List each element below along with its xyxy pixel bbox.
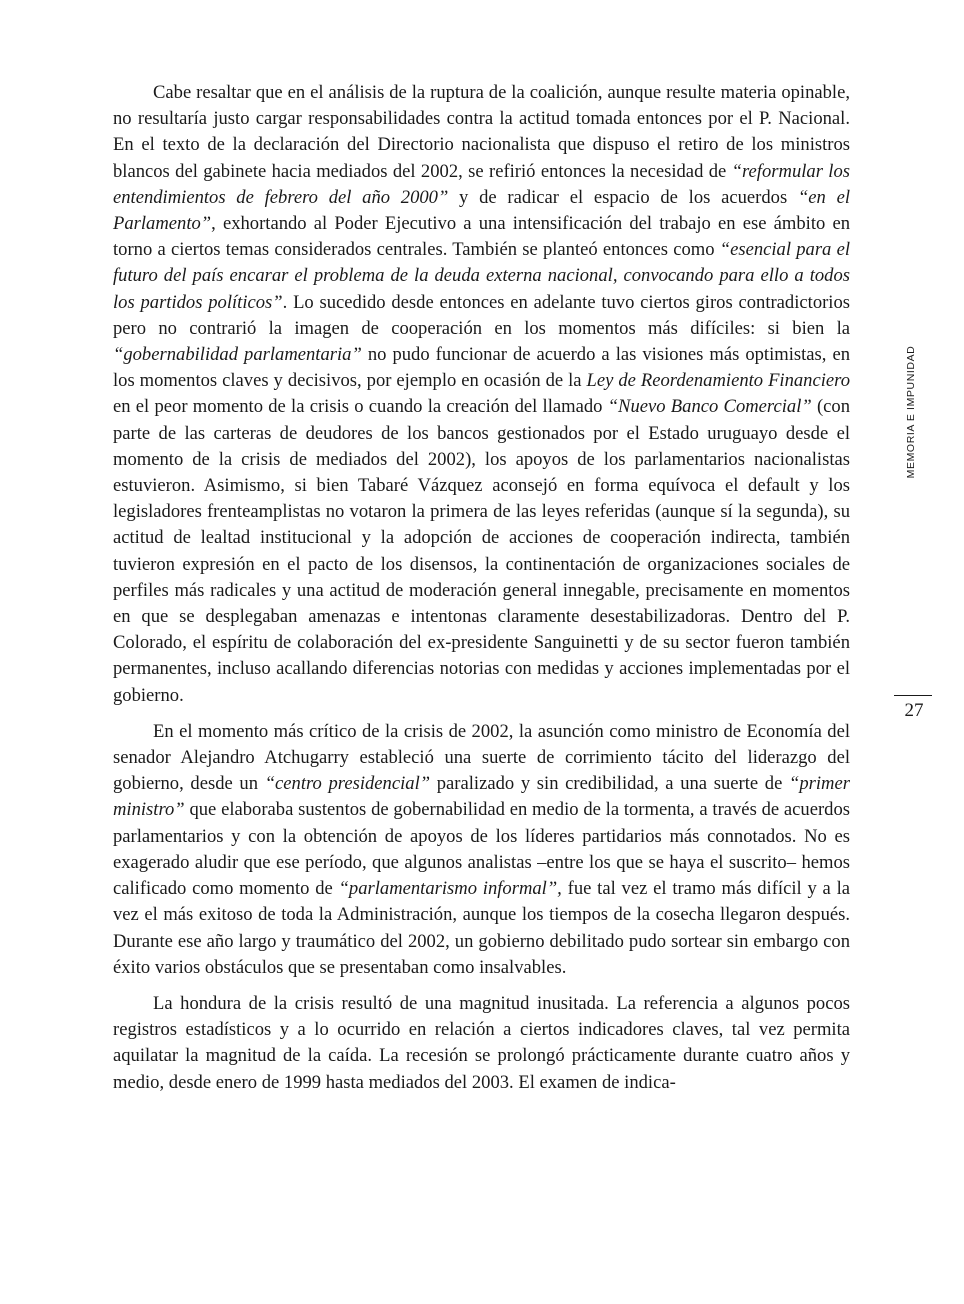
text-run: La hondura de la crisis resultó de una magnitud inusitada. La referencia a algunos pocos registros estadísticos y a lo ocurrido en relación a ciertos indicadores claves, tal vez permita aquilatar la magnitud de la caída. La recesión se prolongó prácticamente durante cuatro años y medio, desde enero de 1999 hasta mediados del 2003. El examen de indica- — [113, 992, 850, 1093]
paragraph — [113, 80, 850, 709]
text-run: que elaboraba sustentos de gobernabilidad en medio de la tormenta, a través de acuerdos parlamentarios y con la obtención de apoyos de los líderes partidarios más connotados. No es exagerado aludir que ese período, que algunos analistas –entre los que se haya el suscrito– hemos calificado como momento de — [113, 799, 850, 900]
text-run: , exhortando al Poder Ejecutivo a una intensificación del trabajo en ese ámbito en torno a ciertos temas considerados centrales. También se planteó entonces como — [113, 213, 850, 261]
italic-quote: “parlamentarismo informal”, — [338, 878, 562, 900]
paragraph — [113, 719, 850, 981]
running-head — [900, 338, 922, 486]
text-run: paralizado y sin credibilidad, a una suerte de — [430, 773, 790, 795]
text-run: (con parte de las carteras de deudores de los bancos gestionados por el Estado uruguayo desde el momento de la crisis de mediados del 2002), los apoyos de los parlamentarios nacionalistas estuvieron. Asimismo, si bien Tabaré Vázquez aconsejó en forma equívoca el default y los legisladores frenteamplistas no votaron la primera de las leyes referidas (aunque sí la segunda), su actitud de lealtad institucional y la adopción de acciones de cooperación indirecta, también tuvieron expresión en el pacto de los disensos, la continentación de organizaciones sociales de perfiles más radicales y una actitud de moderación general innegable, precisamente en momentos en que se desplegaban amenazas e intentonas claramente desestabilizadoras. Dentro del P. Colorado, el espíritu de colaboración del ex-presidente Sanguinetti y de su sector fueron también permanentes, incluso acallando diferencias notorias con medidas y acciones implementadas por el gobierno. — [113, 396, 850, 706]
running-head-text: MEMORIA E IMPUNIDAD — [905, 345, 917, 479]
page-number: 27 — [904, 700, 924, 721]
text-run: fue tal vez el tramo más difícil y a la vez el más exitoso de toda la Administración, aunque los tiempos de la cosecha llegaron después. Durante ese año largo y traumático del 2002, un gobierno debilitado pudo sortear sin embargo con éxito varios obstáculos que se presentaban como insalvables. — [113, 878, 850, 978]
text-run: en el peor momento de la crisis o cuando la creación del llamado — [113, 396, 608, 418]
italic-quote: “primer ministro” — [113, 773, 850, 821]
italic-quote: “centro presidencial” — [264, 773, 431, 795]
text-run: . Lo sucedido desde entonces en adelante tuvo ciertos giros contradictorios pero no contrarió la imagen de cooperación en los momentos más difíciles: si bien la — [113, 291, 851, 339]
page-number-rule — [894, 695, 932, 696]
italic-quote: “reformular los entendimientos de febrero del año 2000” — [113, 160, 851, 208]
italic-quote: “esencial para el futuro del país encarar el problema de la deuda externa nacional, convocando para ello a todos los partidos políticos” — [113, 239, 850, 313]
text-run: y de radicar el espacio de los acuerdos — [448, 186, 798, 208]
text-run: En el momento más crítico de la crisis de 2002, la asunción como ministro de Economía del senador Alejandro Atchugarry estableció una suerte de corrimiento tácito del liderazgo del gobierno, desde un — [113, 720, 850, 795]
italic-quote: “Nuevo Banco Comercial” — [607, 396, 812, 418]
text-run: Cabe resaltar que en el análisis de la ruptura de la coalición, aunque resulte materia opinable, no resultaría justo cargar responsabilidades contra la actitud tomada entonces por el P. Nacional. En el texto de la declaración del Directorio nacionalista que dispuso el retiro de los ministros blancos del gabinete hacia mediados del 2002, se refirió entonces la necesidad de — [113, 82, 850, 182]
body-text — [113, 80, 850, 1106]
text-run: no pudo funcionar de acuerdo a las visiones más optimistas, en los momentos claves y decisivos, por ejemplo en ocasión de la — [113, 344, 851, 392]
italic-quote: Ley de Reordenamiento Financiero — [586, 370, 850, 392]
paragraph — [113, 991, 850, 1096]
italic-quote: “en el Parlamento” — [113, 186, 850, 235]
italic-quote: “gobernabilidad parlamentaria” — [113, 344, 362, 366]
